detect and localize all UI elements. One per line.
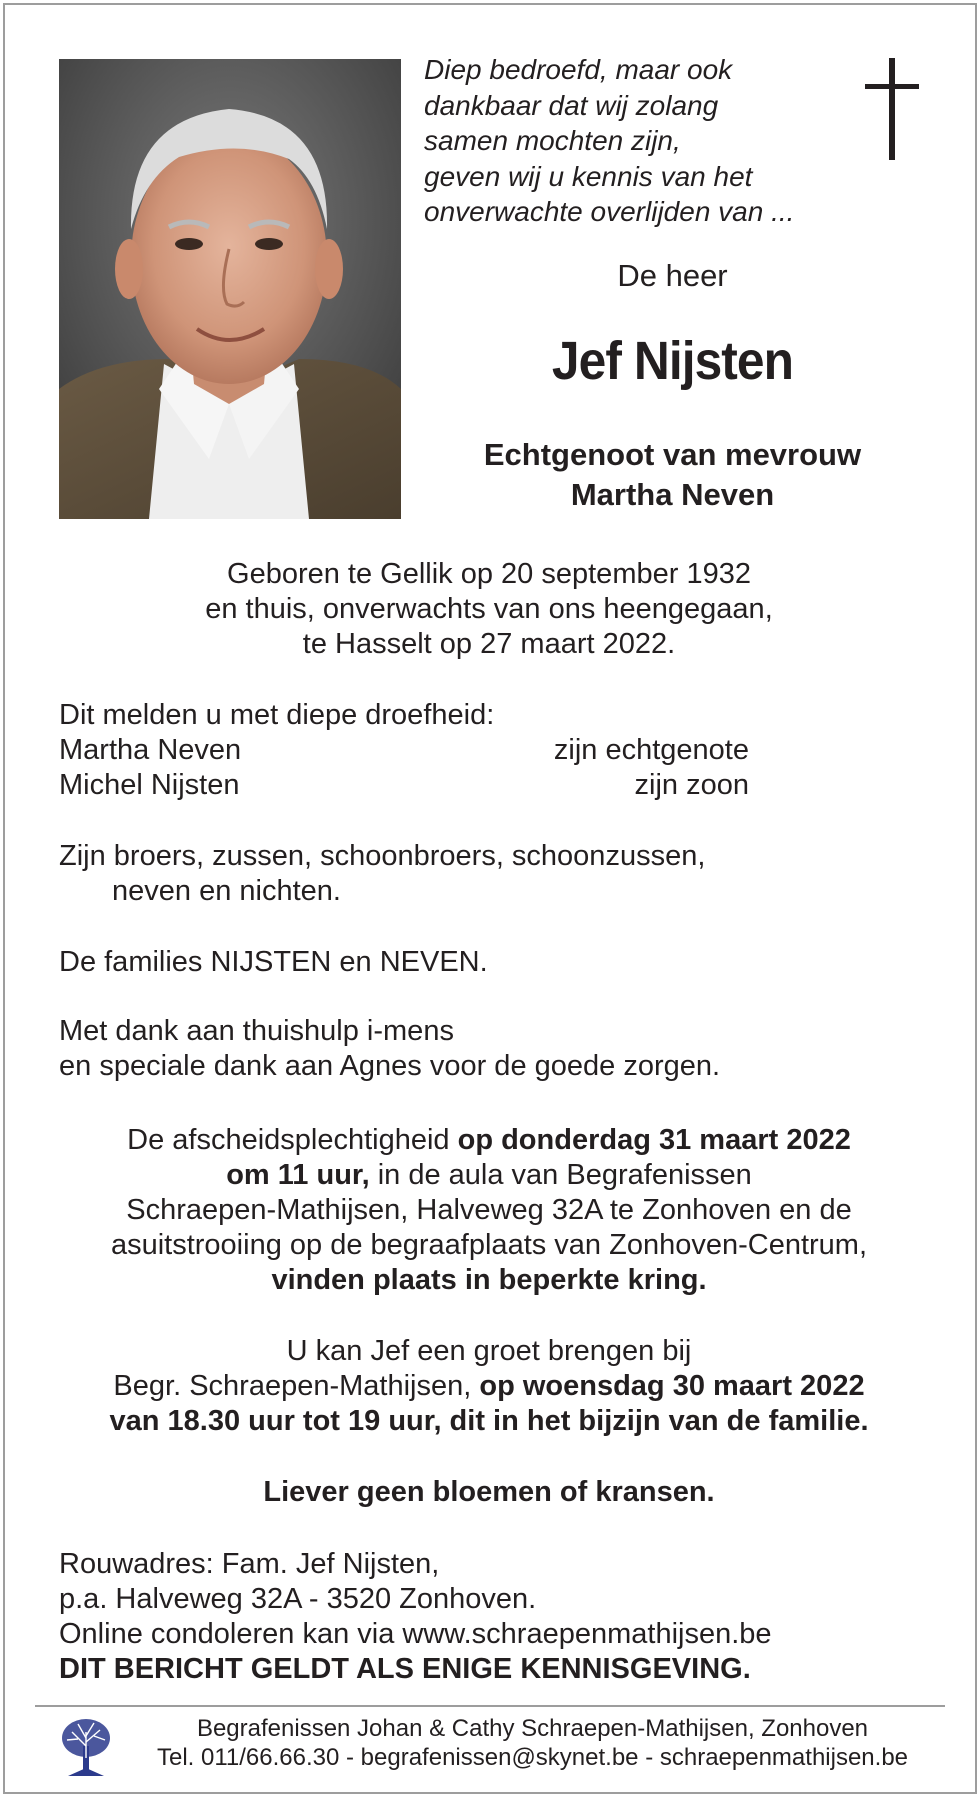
intro-line: Diep bedroefd, maar ook [424, 54, 733, 85]
address-section [59, 1547, 919, 1687]
intro-line: geven wij u kennis van het [424, 160, 753, 192]
portrait-photo [59, 59, 401, 519]
ceremony-line: Schraepen-Mathijsen, Halveweg 32A te Zonhoven en de [126, 1194, 852, 1226]
tree-logo-icon [58, 1718, 114, 1778]
cross-icon [862, 58, 922, 160]
visit-date: op woensdag 30 maart 2022 [479, 1370, 865, 1402]
families-line: De families NIJSTEN en NEVEN. [59, 946, 488, 978]
spouse-info [420, 435, 925, 515]
notice-line: DIT BERICHT GELDT ALS ENIGE KENNISGEVING. [59, 1653, 751, 1685]
thanks-line: Met dank aan thuishulp i-mens [59, 1015, 454, 1047]
mourner-name: Michel Nijsten [59, 769, 240, 801]
relatives-line: neven en nichten. [112, 875, 341, 907]
ceremony-line [59, 1158, 919, 1193]
mourner-row [59, 768, 749, 803]
thanks-section [59, 1014, 919, 1084]
address-line: Online condoleren kan via www.schraepenmathijsen.be [59, 1618, 772, 1650]
footer-divider [35, 1705, 945, 1707]
footer-line-1: Begrafenissen Johan & Cathy Schraepen-Mathijsen, Zonhoven [196, 1715, 869, 1742]
birth-line: Geboren te Gellik op 20 september 1932 [227, 558, 751, 590]
funeral-home-info [120, 1714, 945, 1772]
mourner-relation: zijn zoon [634, 769, 749, 801]
visit-line [59, 1369, 919, 1404]
ceremony-line [59, 1123, 919, 1158]
ceremony-text: De afscheidsplechtigheid [127, 1124, 458, 1156]
relatives-line: Zijn broers, zussen, schoonbroers, schoonzussen, [59, 840, 706, 872]
footer-line-2: Tel. 011/66.66.30 - begrafenissen@skynet.be - schraepenmathijsen.be [156, 1744, 909, 1771]
visit-text: Begr. Schraepen-Mathijsen, [113, 1370, 480, 1402]
intro-text [424, 52, 844, 230]
salutation: De heer [617, 258, 728, 293]
mourner-relation: zijn echtgenote [553, 734, 749, 766]
birth-death-info [59, 557, 919, 662]
spouse-line: Martha Neven [570, 477, 775, 512]
mourners-intro: Dit melden u met diepe droefheid: [59, 699, 495, 731]
ceremony-text: in de aula van Begrafenissen [369, 1159, 752, 1191]
address-line: Rouwadres: Fam. Jef Nijsten, [59, 1548, 440, 1580]
visit-section [59, 1334, 919, 1439]
deceased-name: Jef Nijsten [551, 331, 794, 391]
ceremony-section [59, 1123, 919, 1298]
intro-line: onverwachte overlijden van ... [424, 196, 795, 227]
birth-line: te Hasselt op 27 maart 2022. [302, 628, 676, 660]
thanks-line: en speciale dank aan Agnes voor de goede zorgen. [59, 1050, 721, 1082]
intro-line: dankbaar dat wij zolang [424, 89, 719, 121]
ceremony-date: op donderdag 31 maart 2022 [457, 1124, 851, 1156]
mourners-section [59, 698, 919, 803]
visit-line: U kan Jef een groet brengen bij [286, 1335, 692, 1367]
no-flowers-note: Liever geen bloemen of kransen. [263, 1476, 715, 1508]
ceremony-line: vinden plaats in beperkte kring. [271, 1264, 707, 1296]
address-line: p.a. Halveweg 32A - 3520 Zonhoven. [59, 1583, 537, 1615]
ceremony-time: om 11 uur, [226, 1159, 370, 1191]
relatives-section [59, 839, 919, 909]
visit-line: van 18.30 uur tot 19 uur, dit in het bijzijn van de familie. [109, 1405, 869, 1437]
intro-line: samen mochten zijn, [424, 125, 681, 156]
birth-line: en thuis, onverwachts van ons heengegaan, [205, 593, 773, 625]
mourner-row [59, 733, 749, 768]
ceremony-line: asuitstrooiing op de begraafplaats van Zonhoven-Centrum, [110, 1229, 868, 1261]
mourner-name: Martha Neven [59, 734, 242, 766]
spouse-line: Echtgenoot van mevrouw [483, 437, 862, 472]
